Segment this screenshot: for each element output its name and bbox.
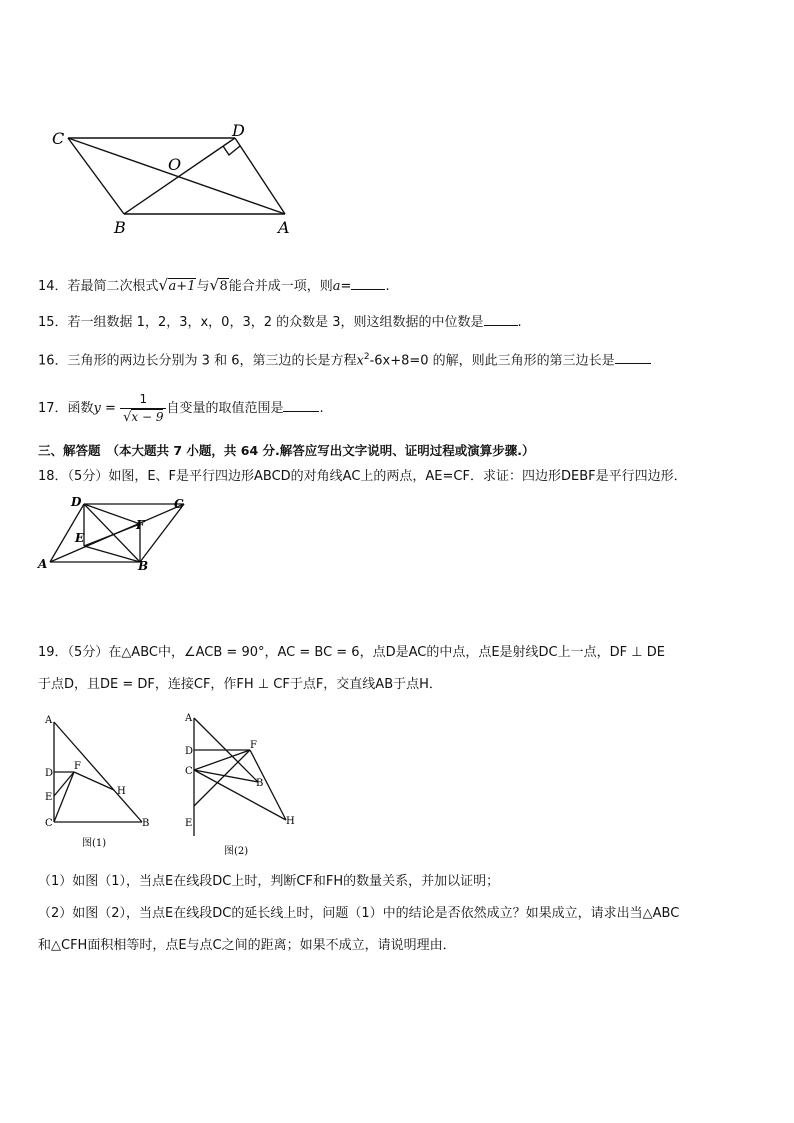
question-17: 17．函数y = $\frac{1}{√x - 9}$ 自变量的取值范围是 . [38, 392, 324, 425]
figure-19-1 [38, 712, 158, 852]
answer-blank-17[interactable] [283, 398, 319, 412]
question-15: 15．若一组数据 1，2，3，x，0，3，2 的众数是 3，则这组数据的中位数是 . [38, 312, 522, 332]
label-a: A [185, 713, 193, 724]
label-h: H [286, 816, 295, 827]
label-e: E [185, 818, 193, 829]
question-14: 14．若最简二次根式 √ a+1与 √ 8能合并成一项，则a= . [38, 276, 390, 294]
label-c: C [185, 766, 193, 777]
section-3-heading: 三、解答题 （本大题共 7 小题，共 64 分.解答应写出文字说明、证明过程或演算步骤.） [38, 443, 535, 458]
label-e: E [75, 531, 85, 545]
label-o: O [168, 155, 182, 174]
label-e: E [45, 792, 53, 803]
question-19-line-2: 于点D，且DE = DF，连接CF，作FH ⊥ CF于点F，交直线AB于点H． [38, 677, 442, 692]
caption-figure-2: 图(2) [224, 846, 249, 857]
label-c: C [174, 497, 184, 511]
label-a: A [38, 557, 48, 571]
label-b: B [114, 218, 126, 237]
label-d: D [45, 768, 54, 779]
label-d: D [71, 495, 82, 509]
caption-figure-1: 图(1) [82, 838, 107, 849]
figure-parallelogram-cdab [40, 118, 300, 243]
label-f: F [136, 518, 145, 532]
label-d: D [185, 746, 194, 757]
answer-blank-14[interactable] [351, 276, 385, 290]
label-b: B [142, 818, 150, 829]
answer-blank-15[interactable] [484, 312, 518, 326]
label-c: C [52, 129, 65, 148]
label-b: B [138, 559, 149, 573]
question-19-part-1: （1）如图（1），当点E在线段DC上时，判断CF和FH的数量关系，并加以证明； [38, 874, 500, 889]
question-19-line-1: 19．（5分）在△ABC中，∠ACB = 90°，AC = BC = 6，点D是AC的中点，点E是射线DC上一点，DF ⊥ DE [38, 645, 665, 660]
question-19-part-2-line-1: （2）如图（2），当点E在线段DC的延长线上时，问题（1）中的结论是否依然成立？如果成立，请求出当△ABC [38, 906, 680, 921]
sqrt-a-plus-1: √ a+1 [158, 276, 196, 294]
fraction-1-over-sqrt: $\frac{1}{√x - 9}$ [120, 391, 166, 426]
label-h: H [117, 786, 126, 797]
label-b: B [256, 778, 264, 789]
question-18: 18．（5分）如图，E、F是平行四边形ABCD的对角线AC上的两点，AE=CF．求证：四边形DEBF是平行四边形． [38, 469, 687, 484]
question-16: 16．三角形的两边长分别为 3 和 6，第三边的长是方程$x^2-6x+8=0$ 的解，则此三角形的第三边长是 [38, 348, 651, 370]
question-19-part-2-line-2: 和△CFH面积相等时，点E与点C之间的距离；如果不成立，请说明理由． [38, 938, 456, 953]
label-a: A [45, 715, 53, 726]
figure-19-2 [178, 708, 308, 858]
label-a: A [278, 218, 290, 237]
label-c: C [45, 818, 53, 829]
label-f: F [250, 740, 257, 751]
label-f: F [74, 761, 81, 772]
answer-blank-16[interactable] [615, 350, 651, 364]
figure-parallelogram-abcd-ef [34, 494, 194, 574]
sqrt-8: √ 8 [209, 276, 228, 294]
label-d: D [232, 121, 245, 140]
